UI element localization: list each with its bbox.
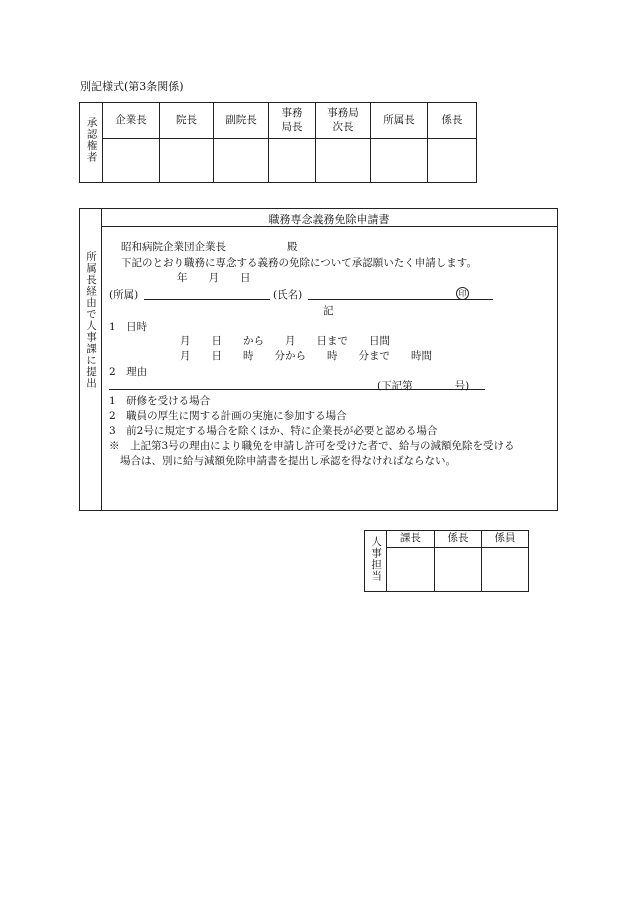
form-side-label: 所属長経由で人事課に提出: [80, 209, 102, 510]
approval-stamp-cell[interactable]: [269, 139, 316, 183]
intro-text: 下記のとおり職務に専念する義務の免除について承認願いたく申請します。: [121, 257, 477, 269]
approval-col-header: 副院長: [214, 103, 269, 139]
approval-stamp-cell[interactable]: [316, 139, 371, 183]
affiliation-field[interactable]: [144, 299, 270, 300]
reason-item: 1 研修を受ける場合: [109, 395, 211, 407]
personnel-side-label: 人事担当: [365, 531, 387, 592]
personnel-col-header: 課長: [387, 531, 435, 548]
title-divider: [101, 226, 557, 227]
form-title: 職務専念義務免除申請書: [268, 213, 390, 226]
approval-stamp-cell[interactable]: [214, 139, 269, 183]
reason-item: 3 前2号に規定する場合を除くほか、特に企業長が必要と認める場合: [109, 425, 438, 437]
date-line[interactable]: 年 月 日: [177, 272, 251, 284]
approval-stamp-cell[interactable]: [428, 139, 477, 183]
approval-stamp-cell[interactable]: [371, 139, 428, 183]
approval-col-header: 係長: [428, 103, 477, 139]
approval-stamp-cell[interactable]: [103, 139, 160, 183]
approval-col-header: 事務局次長: [316, 103, 371, 139]
personnel-table: [364, 530, 529, 592]
approval-col-header: 所属長: [371, 103, 428, 139]
addressee: 昭和病院企業団企業長: [121, 241, 226, 253]
item1-days-row[interactable]: 月 日 から 月 日まで 日間: [180, 335, 390, 347]
reason-reference: (下記第 号): [377, 380, 470, 392]
approval-table: [79, 102, 477, 183]
approval-stamp-cell[interactable]: [160, 139, 214, 183]
item1-hours-row[interactable]: 月 日 時 分から 時 分まで 時間: [180, 350, 432, 362]
affiliation-label: (所属): [109, 289, 139, 301]
note-line: ※ 上記第3号の理由により職免を申請し許可を受けた者で、給与の減額免除を受ける: [109, 440, 515, 452]
form-heading: 別記様式(第3条関係): [80, 80, 184, 93]
personnel-col-header: 係長: [435, 531, 482, 548]
seal-mark: 印: [456, 287, 469, 300]
personnel-col-header: 係員: [482, 531, 529, 548]
personnel-stamp-cell[interactable]: [435, 548, 482, 592]
approval-side-label: 承認権者: [80, 103, 103, 183]
application-form: [79, 208, 558, 511]
honorific: 殿: [287, 241, 298, 253]
personnel-stamp-cell[interactable]: [387, 548, 435, 592]
name-label: (氏名): [273, 289, 303, 301]
approval-col-header: 企業長: [103, 103, 160, 139]
item1-label: 1 日時: [109, 321, 148, 333]
item2-label: 2 理由: [109, 366, 148, 378]
ki-label: 記: [323, 305, 334, 317]
approval-col-header: 事務局長: [269, 103, 316, 139]
personnel-stamp-cell[interactable]: [482, 548, 529, 592]
note-line: 場合は、別に給与減額免除申請書を提出し承認を得なければならない。: [120, 455, 456, 467]
reason-item: 2 職員の厚生に関する計画の実施に参加する場合: [109, 410, 347, 422]
approval-col-header: 院長: [160, 103, 214, 139]
